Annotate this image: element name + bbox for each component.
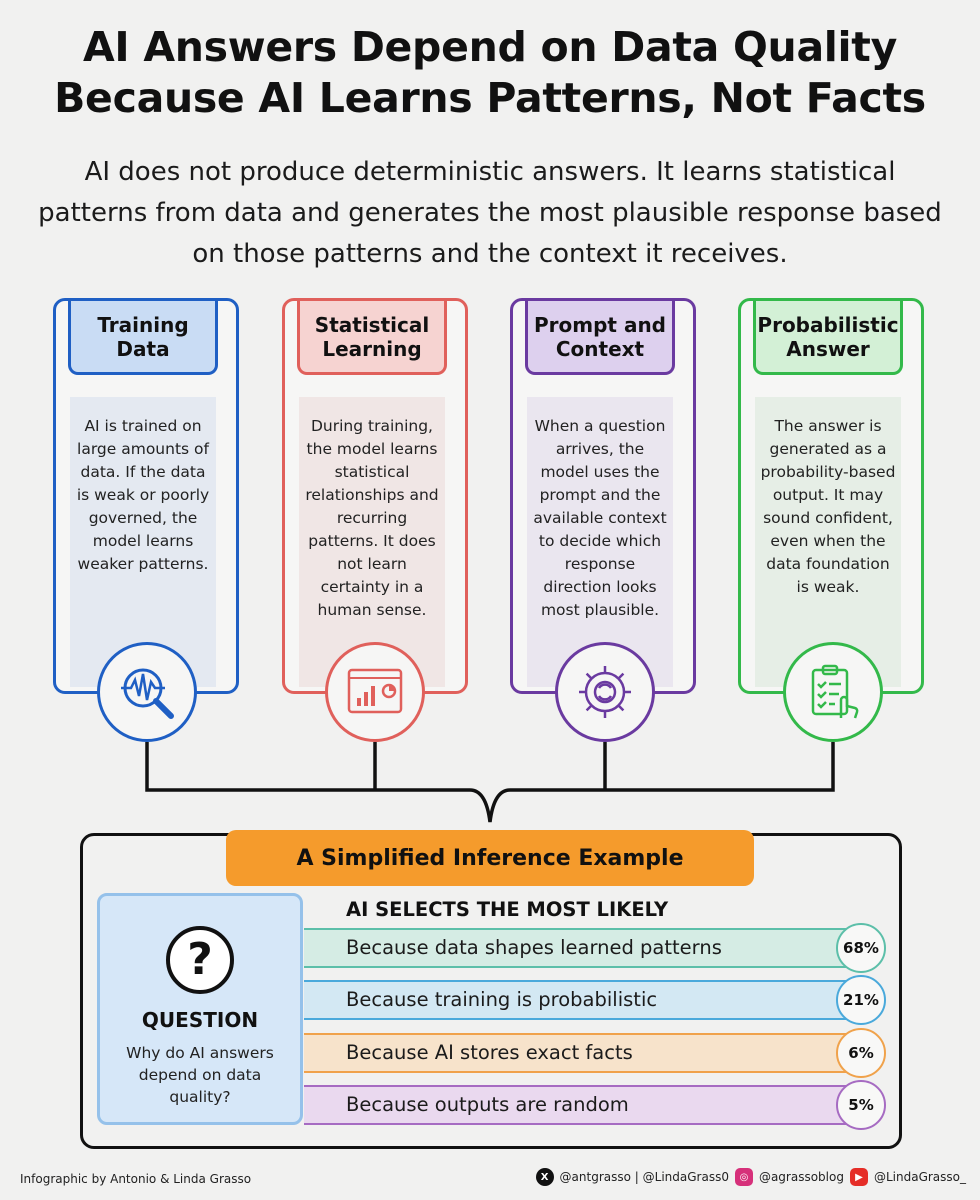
selects-label: AI SELECTS THE MOST LIKELY: [346, 898, 669, 921]
option-percent: 6%: [836, 1028, 886, 1078]
gear-cycle-icon: [555, 642, 655, 742]
instagram-handle[interactable]: @agrassoblog: [758, 1170, 844, 1184]
option-percent: 21%: [836, 975, 886, 1025]
card-statistical-learning: [282, 298, 468, 694]
card-prompt-and-context: [510, 298, 696, 694]
card-title: Prompt and Context: [525, 301, 675, 375]
question-mark-icon: ?: [166, 926, 234, 994]
option-text: Because outputs are random: [346, 1093, 629, 1116]
question-box: [97, 893, 303, 1125]
instagram-icon[interactable]: ◎: [735, 1168, 753, 1186]
subtitle: AI does not produce deterministic answers. It learns statistical patterns from data and generates the most plausible response based on those patterns and the context it receives.: [38, 157, 942, 269]
chart-dashboard-icon: [325, 642, 425, 742]
option-percent: 5%: [836, 1080, 886, 1130]
option-text: Because training is probabilistic: [346, 988, 658, 1011]
footer-socials: [536, 1168, 966, 1186]
card-title: Probabilistic Answer: [753, 301, 903, 375]
footer-credit: Infographic by Antonio & Linda Grasso: [20, 1172, 252, 1186]
card-training-data: [53, 298, 239, 694]
youtube-icon[interactable]: ▶: [850, 1168, 868, 1186]
question-text: Why do AI answers depend on data quality?: [126, 1044, 274, 1106]
question-label: QUESTION: [141, 1008, 259, 1032]
option-text: Because data shapes learned patterns: [346, 936, 722, 959]
card-title: Statistical Learning: [297, 301, 447, 375]
option-percent: 68%: [836, 923, 886, 973]
card-body: AI is trained on large amounts of data. If the data is weak or poorly governed, the model learns weaker patterns.: [70, 397, 216, 687]
title-line-2: Because AI Learns Patterns, Not Facts: [54, 74, 926, 122]
youtube-handle[interactable]: @LindaGrasso_: [873, 1170, 966, 1184]
x-handles[interactable]: @antgrasso | @LindaGrass0: [559, 1170, 729, 1184]
inference-banner: A Simplified Inference Example: [226, 830, 754, 886]
title-line-1: AI Answers Depend on Data Quality: [82, 23, 898, 71]
card-body: When a question arrives, the model uses the prompt and the available context to decide which response direction looks most plausible.: [527, 397, 673, 687]
data-analysis-magnifier-icon: [97, 642, 197, 742]
card-body: During training, the model learns statistical relationships and recurring patterns. It does not learn certainty in a human sense.: [299, 397, 445, 687]
card-title: Training Data: [68, 301, 218, 375]
card-probabilistic-answer: [738, 298, 924, 694]
clipboard-checklist-icon: [783, 642, 883, 742]
card-body: The answer is generated as a probability-based output. It may sound confident, even when the data foundation is weak.: [755, 397, 901, 687]
option-text: Because AI stores exact facts: [346, 1041, 633, 1064]
x-logo-icon[interactable]: X: [536, 1168, 554, 1186]
